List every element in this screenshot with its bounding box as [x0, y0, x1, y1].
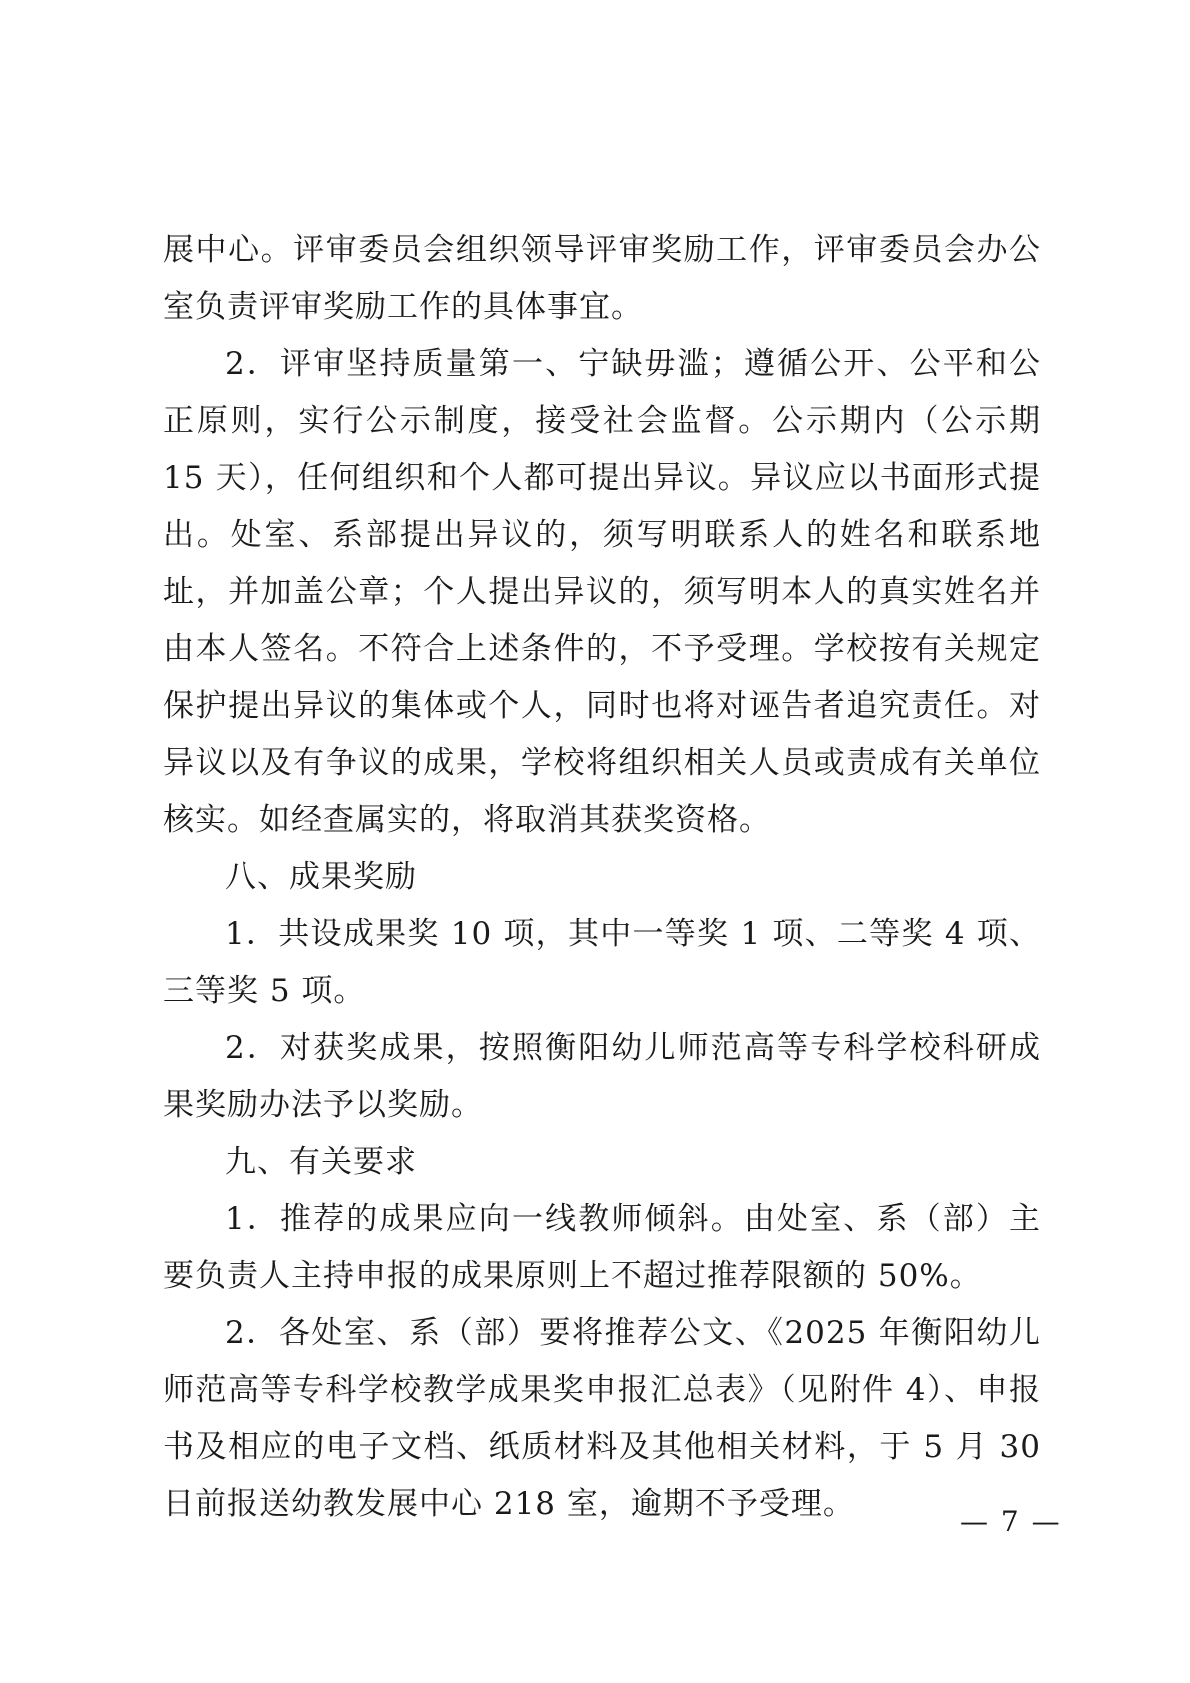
paragraph-review-principles: 2．评审坚持质量第一、宁缺毋滥；遵循公开、公平和公正原则，实行公示制度，接受社会监督。公示期内（公示期 15 天），任何组织和个人都可提出异议。异议应以书面形式提出。处室、系部提出异议的，须写明联系人的姓名和联系地址，并加盖公章；个人提出异议的，须写明本人的真实姓名并由本人签名。不符合上述条件的，不予受理。学校按有关规定保护提出异议的集体或个人，同时也将对诬告者追究责任。对异议以及有争议的成果，学校将组织相关人员或责成有关单位核实。如经查属实的，将取消其获奖资格。: [163, 346, 1041, 838]
paragraph-award-count: 1．共设成果奖 10 项，其中一等奖 1 项、二等奖 4 项、三等奖 5 项。: [163, 916, 1041, 1009]
paragraph-requirement-2: 2．各处室、系（部）要将推荐公文、《2025 年衡阳幼儿师范高等专科学校教学成果奖申报汇总表》（见附件 4）、申报书及相应的电子文档、纸质材料及其他相关材料，于 5 月 30 日前报送幼教发展中心 218 室，逾期不予受理。: [163, 1315, 1041, 1522]
page-number: — 7 —: [960, 1505, 1062, 1538]
section-heading-awards: 八、成果奖励: [225, 859, 417, 895]
document-body: [163, 222, 1041, 1533]
section-heading-requirements: 九、有关要求: [225, 1144, 417, 1180]
paragraph-requirement-1: 1．推荐的成果应向一线教师倾斜。由处室、系（部）主要负责人主持申报的成果原则上不超过推荐限额的 50%。: [163, 1201, 1041, 1294]
paragraph-award-method: 2．对获奖成果，按照衡阳幼儿师范高等专科学校科研成果奖励办法予以奖励。: [163, 1030, 1041, 1123]
paragraph-continued: 展中心。评审委员会组织领导评审奖励工作，评审委员会办公室负责评审奖励工作的具体事宜。: [163, 232, 1041, 325]
